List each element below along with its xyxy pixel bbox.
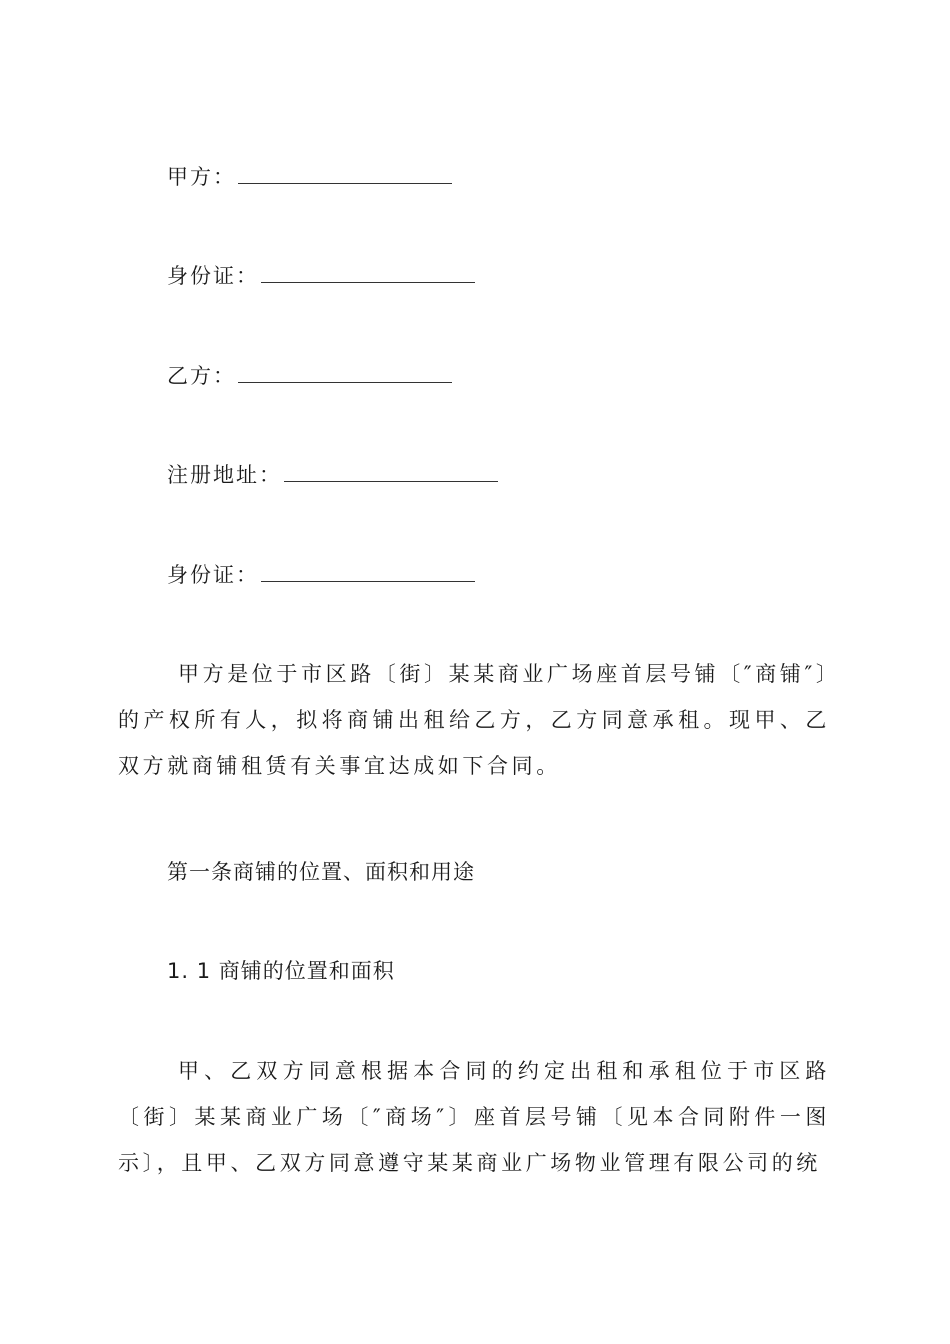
party-b-id-label: 身份证： <box>167 563 259 587</box>
party-a-field <box>167 162 452 192</box>
party-a-id-label: 身份证： <box>167 264 259 288</box>
registered-address-label: 注册地址： <box>167 463 282 487</box>
section-1-1-paragraph: 甲、乙双方同意根据本合同的约定出租和承租位于市区路〔街〕某某商业广场〔″商场″〕座首层号铺〔见本合同附件一图示〕，且甲、乙双方同意遵守某某商业广场物业管理有限公司的统 <box>118 1059 830 1175</box>
party-b-label: 乙方： <box>167 364 236 388</box>
party-a-label: 甲方： <box>167 165 236 189</box>
party-b-id-blank-line <box>261 563 475 582</box>
section-1-1-heading: 1. 1 商铺的位置和面积 <box>167 959 395 983</box>
registered-address-blank-line <box>284 463 498 482</box>
party-a-id-field <box>167 261 475 291</box>
registered-address-field <box>167 460 498 490</box>
party-b-blank-line <box>238 364 452 383</box>
intro-paragraph: 甲方是位于市区路〔街〕某某商业广场座首层号铺〔″商铺″〕的产权所有人，拟将商铺出租给乙方，乙方同意承租。现甲、乙双方就商铺租赁有关事宜达成如下合同。 <box>118 662 830 778</box>
article-1-heading: 第一条商铺的位置、面积和用途 <box>167 860 475 884</box>
party-a-blank-line <box>238 165 452 184</box>
party-a-id-blank-line <box>261 264 475 283</box>
party-b-id-field <box>167 560 475 590</box>
party-b-field <box>167 361 452 391</box>
